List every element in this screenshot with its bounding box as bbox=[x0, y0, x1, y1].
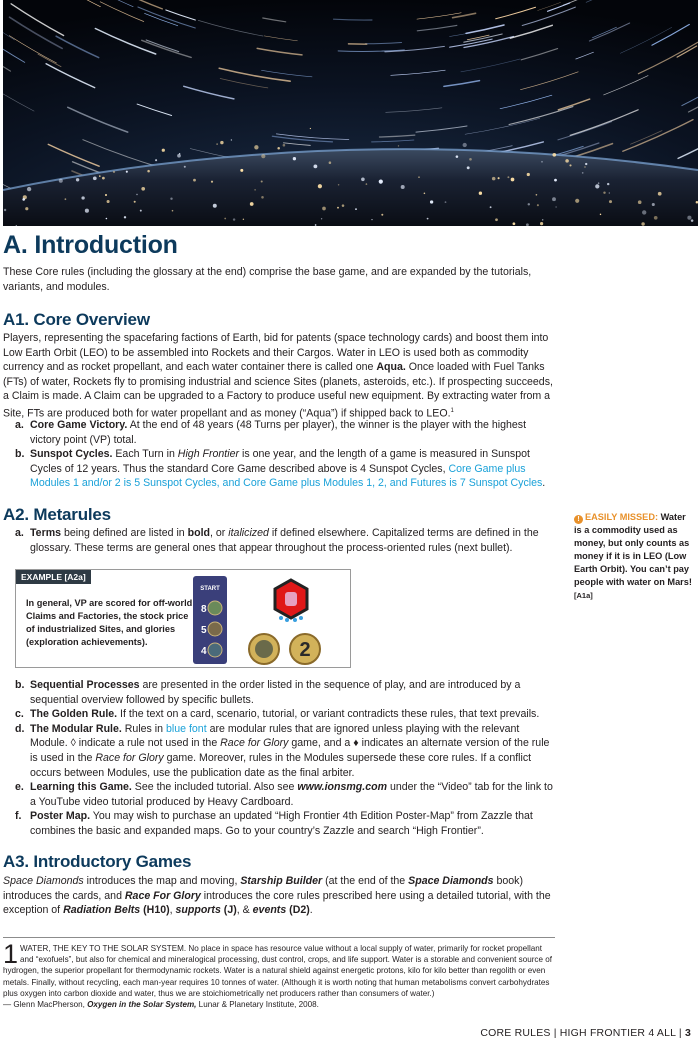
city-light bbox=[102, 177, 105, 180]
example-illustration bbox=[191, 572, 349, 667]
city-light bbox=[220, 141, 223, 144]
city-light bbox=[595, 184, 599, 188]
city-light bbox=[565, 159, 569, 163]
city-light bbox=[687, 216, 691, 220]
city-light bbox=[170, 197, 172, 199]
city-light bbox=[99, 175, 101, 177]
city-light bbox=[456, 155, 459, 158]
city-light bbox=[381, 214, 383, 216]
city-light bbox=[582, 172, 584, 174]
factory-icon bbox=[285, 592, 297, 606]
city-light bbox=[184, 166, 186, 168]
footnote-text: WATER, THE KEY TO THE SOLAR SYSTEM. No place in space has resource value without a local supply of water, primarily for rocket propellant and “exofuels”, but also for chemical and mineralogical processing, dust control, crops, and life support. Water is a storable and convenient source of hydrogen, the superior propellant for thermodynamic rockets. Water is a natural shield against energetic protons, kilo for kilo better than regolith or even metals. Finally, without recycling, each man-year requires 10 tonnes of water. (Although it is worth noting that human metabolisms convert carbohydrates plus oxygen into carbon dioxide and water, thus we are stoichiometrically net producers rather than consumers of water.) bbox=[3, 944, 552, 998]
city-light bbox=[310, 128, 311, 129]
city-light bbox=[536, 194, 538, 196]
city-light bbox=[585, 163, 587, 165]
city-light bbox=[658, 192, 662, 196]
city-light bbox=[107, 200, 110, 203]
city-light bbox=[155, 159, 157, 161]
city-light bbox=[366, 183, 368, 185]
city-light bbox=[513, 222, 516, 225]
city-light bbox=[445, 201, 447, 203]
vp-label: 4 bbox=[201, 646, 207, 657]
glory-number: 2 bbox=[299, 639, 311, 661]
city-light bbox=[313, 164, 317, 168]
section-a1-heading: A1. Core Overview bbox=[3, 310, 150, 329]
list-item: a. Core Game Victory. At the end of 48 years (48 Turns per player), the winner is the player with the highest victory point (VP) total. bbox=[15, 419, 527, 446]
city-light bbox=[81, 196, 84, 199]
city-light bbox=[4, 209, 6, 211]
city-light bbox=[329, 161, 332, 164]
city-light bbox=[492, 177, 496, 181]
city-light bbox=[254, 145, 258, 149]
city-light bbox=[134, 201, 136, 203]
city-light bbox=[490, 206, 492, 208]
list-item: b. Sunspot Cycles. Each Turn in High Frontier is one year, and the length of a game is measured in Sunspot Cycles of 12 years. Thus the standard Core Game described above is 4 Sunspot Cycles, Core Game plus Modules 1 and/or 2 is 5 Sunspot Cycles, and Core Game plus Modules 1, 2, and Futures is 7 Sunspot Cycles. bbox=[15, 448, 546, 490]
city-light bbox=[584, 166, 585, 167]
city-light bbox=[527, 173, 530, 176]
list-item: f. Poster Map. You may wish to purchase an updated “High Frontier 4th Edition Poster-Map” from Zazzle that combines the basic and expanded maps. Go to your country’s Zazzle and search “High Frontier”. bbox=[15, 810, 533, 837]
city-light bbox=[691, 219, 694, 222]
city-light bbox=[211, 181, 213, 183]
city-light bbox=[609, 200, 612, 203]
metarules-list bbox=[3, 678, 555, 839]
city-light bbox=[243, 219, 244, 220]
city-light bbox=[321, 218, 322, 219]
list-item: c. The Golden Rule. If the text on a card, scenario, tutorial, or variant contradicts these rules, that text prevails. bbox=[15, 708, 540, 721]
city-light bbox=[498, 177, 500, 179]
city-light bbox=[642, 210, 646, 214]
city-light bbox=[361, 177, 365, 181]
city-light bbox=[338, 184, 340, 186]
city-light bbox=[240, 169, 243, 172]
city-light bbox=[277, 147, 280, 150]
city-light bbox=[609, 192, 610, 193]
city-light bbox=[552, 197, 556, 201]
city-light bbox=[652, 203, 655, 206]
city-light bbox=[598, 182, 600, 184]
example-text: In general, VP are scored for off-world Claims and Factories, the stock price of industrialized Sites, and glories (exploration achievements). bbox=[26, 598, 193, 647]
city-light bbox=[654, 216, 658, 220]
star-icon bbox=[255, 640, 273, 658]
city-light bbox=[540, 222, 543, 225]
city-light bbox=[172, 210, 174, 212]
claim-token bbox=[208, 622, 222, 636]
city-light bbox=[418, 176, 420, 178]
page-title: A. Introduction bbox=[3, 231, 178, 259]
city-light bbox=[293, 157, 296, 160]
hero-image bbox=[3, 0, 698, 226]
claim-token bbox=[208, 643, 222, 657]
city-light bbox=[126, 171, 128, 173]
page-footer: CORE RULES | HIGH FRONTIER 4 ALL | 3 bbox=[480, 1027, 691, 1039]
city-light bbox=[231, 139, 232, 140]
city-light bbox=[85, 209, 89, 213]
city-light bbox=[638, 200, 642, 204]
page-number: 3 bbox=[684, 1027, 691, 1039]
city-light bbox=[22, 198, 25, 201]
city-light bbox=[427, 218, 429, 220]
city-light bbox=[224, 218, 226, 220]
city-light bbox=[600, 214, 601, 215]
city-light bbox=[250, 202, 254, 206]
section-a2-heading: A2. Metarules bbox=[3, 505, 111, 524]
list-item: b. Sequential Processes are presented in the order listed in the sequence of play, and are introduced by a sequential overview followed by specific bullets. bbox=[15, 679, 521, 706]
city-light bbox=[76, 178, 79, 181]
city-light bbox=[318, 184, 322, 188]
city-light bbox=[337, 207, 339, 209]
city-light bbox=[124, 216, 126, 218]
intro-paragraph: These Core rules (including the glossary at the end) comprise the base game, and are expanded by the tutorials, variants, and modules. bbox=[3, 266, 532, 293]
core-overview-paragraph: Players, representing the spacefaring factions of Earth, bid for patents (space technology cards) and boost them into Low Earth Orbit (LEO) to be assembled into Rockets and their Cargos. Water in LEO is used both as commodity currency and as rocket propellant, and each water container there is called one Aqua. Once loaded with Fuel Tanks (FTs) of water, Rockets fly to promising industrial and science Sites (planets, asteroids, etc.). If prospecting succeeds, a Claim is made. A Claim can be upgraded to a Factory to produce useful new equipment. By extracting water from a Site, FTs are produced both for water propellant and as money (“Aqua”) if shipped back to LEO.$^1$ bbox=[3, 332, 553, 420]
city-light bbox=[552, 153, 556, 157]
city-light bbox=[342, 204, 345, 207]
city-light bbox=[379, 180, 383, 184]
city-light bbox=[641, 222, 644, 225]
city-light bbox=[141, 187, 145, 191]
city-light bbox=[113, 171, 115, 173]
intro-games-paragraph: Space Diamonds introduces the map and moving, Starship Builder (at the end of the Space Diamonds book) introduces the cards, and Race For Glory introduces the core rules prescribed here using a detailed tutorial, with the exception of Radiation Belts (H10), supports (J), & events (D2). bbox=[3, 875, 551, 917]
city-light bbox=[261, 180, 263, 182]
vp-label: 5 bbox=[201, 625, 207, 636]
city-light bbox=[315, 224, 317, 226]
example-tag: EXAMPLE [A2a] bbox=[16, 570, 91, 584]
city-light bbox=[213, 204, 217, 208]
city-light bbox=[528, 203, 530, 205]
city-light bbox=[177, 154, 181, 158]
warning-icon: ! bbox=[574, 515, 583, 524]
start-label: START bbox=[200, 586, 220, 592]
city-light bbox=[65, 198, 67, 200]
city-light bbox=[555, 206, 556, 207]
list-item: d. The Modular Rule. Rules in blue font are modular rules that are ignored unless playing with the relevant Module. ◊ indicate a rule not used in the Race for Glory game, and a ♦ indicates an alternate version of the rule is used in the Race for Glory game. Moreover, rules in the Modules supersede these core rules. If a conflict occurs between Modules, use the publication date as the final arbiter. bbox=[15, 722, 550, 779]
city-light bbox=[283, 144, 286, 147]
example-box bbox=[15, 569, 351, 668]
core-overview-list bbox=[3, 418, 555, 491]
city-light bbox=[261, 196, 264, 199]
city-light bbox=[511, 178, 515, 182]
city-light bbox=[193, 179, 196, 182]
city-light bbox=[467, 166, 470, 169]
city-light bbox=[398, 145, 399, 146]
claim-token bbox=[208, 601, 222, 615]
city-light bbox=[430, 200, 433, 203]
city-light bbox=[463, 143, 467, 147]
city-light bbox=[541, 161, 543, 163]
city-light bbox=[147, 170, 150, 173]
vp-label: 8 bbox=[201, 604, 207, 615]
city-light bbox=[495, 218, 498, 221]
list-item: a. Terms being defined are listed in bold, or italicized if defined elsewhere. Capitalized terms are defined in the glossary. These terms are general ones that appear throughout the process-oriented rules (next bullet). bbox=[15, 527, 539, 554]
city-light bbox=[603, 191, 605, 193]
city-light bbox=[371, 219, 372, 220]
city-light bbox=[233, 218, 235, 220]
city-light bbox=[507, 176, 509, 178]
city-light bbox=[575, 199, 579, 203]
city-light bbox=[105, 194, 107, 196]
metarules-list-a bbox=[3, 526, 555, 555]
city-light bbox=[25, 207, 28, 210]
city-light bbox=[607, 183, 609, 185]
list-item: e. Learning this Game. See the included tutorial. Also see www.ionsmg.com under the “Video” tab for the link to a YouTube video tutorial produced by Heavy Cardboard. bbox=[15, 781, 553, 808]
city-light bbox=[27, 187, 31, 191]
city-light bbox=[162, 149, 165, 152]
city-light bbox=[554, 179, 557, 182]
city-light bbox=[216, 143, 217, 144]
city-light bbox=[479, 192, 482, 195]
city-light bbox=[93, 176, 97, 180]
city-light bbox=[254, 189, 255, 190]
city-light bbox=[261, 154, 265, 158]
city-light bbox=[140, 210, 142, 212]
city-light bbox=[401, 185, 405, 189]
city-light bbox=[106, 218, 108, 220]
website-link[interactable]: www.ionsmg.com bbox=[297, 781, 388, 794]
city-light bbox=[355, 208, 357, 210]
easily-missed-sidebar: ! EASILY MISSED: Water is a commodity used as money, but only counts as money if it is in LEO (Low Earth Orbit). You can’t pay people with water on Mars! [A1a] bbox=[574, 512, 692, 600]
city-light bbox=[136, 194, 137, 195]
city-light bbox=[542, 219, 543, 220]
city-light bbox=[59, 179, 63, 183]
city-light bbox=[322, 207, 326, 211]
footnote: 1 WATER, THE KEY TO THE SOLAR SYSTEM. No place in space has resource value without a local supply of water, primarily for rocket propellant and “exofuels”, but also for chemical and mineralogical processing, dust control, crops, and life support. Water is a storable and convenient source of hydrogen, the superior propellant for thermodynamic rockets. Water is a natural shield against energetic protons, kilo for kilo better than regolith or even metals. Finally, without recycling, each man-year requires 10 tonnes of water. (Although it is worth noting that human metabolisms convert carbohydrates plus oxygen into carbon dioxide and water, thus we are stoichiometrically net producers rather than consumers of water.) — Glenn MacPherson, Oxygen in the Solar System, Lunar & Planetary Institute, 2008. bbox=[3, 937, 555, 1010]
city-light bbox=[469, 158, 472, 161]
city-light bbox=[569, 164, 571, 166]
city-light bbox=[424, 193, 426, 195]
section-a3-heading: A3. Introductory Games bbox=[3, 852, 192, 871]
city-light bbox=[537, 204, 539, 206]
footnote-number: 1 bbox=[3, 939, 19, 969]
